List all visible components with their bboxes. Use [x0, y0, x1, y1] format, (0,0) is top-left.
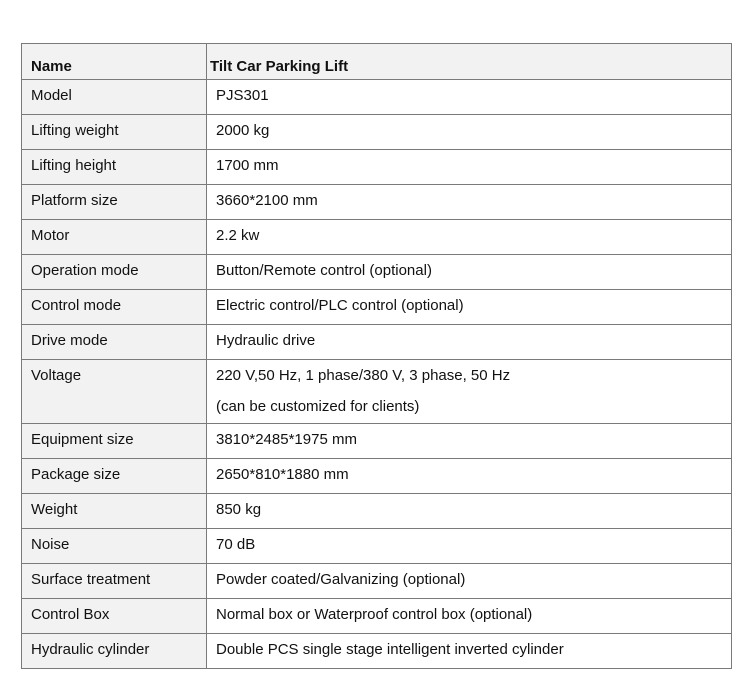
- row-label: Lifting weight: [22, 115, 207, 150]
- row-label: Drive mode: [22, 325, 207, 360]
- row-label: Control mode: [22, 290, 207, 325]
- row-value: 70 dB: [207, 529, 732, 564]
- table-row: [22, 185, 732, 220]
- row-value: 2650*810*1880 mm: [207, 459, 732, 494]
- row-value-line: 220 V,50 Hz, 1 phase/380 V, 3 phase, 50 Hz: [216, 367, 511, 384]
- row-value: Electric control/PLC control (optional): [207, 290, 732, 325]
- row-label: Noise: [22, 529, 207, 564]
- row-value: 3810*2485*1975 mm: [207, 424, 732, 459]
- row-label: Lifting height: [22, 150, 207, 185]
- table-row: [22, 255, 732, 290]
- row-value: Normal box or Waterproof control box (optional): [207, 599, 732, 634]
- row-label: Voltage: [22, 360, 207, 424]
- table-row: [22, 599, 732, 634]
- header-value-cell: Tilt Car Parking Lift: [207, 44, 732, 80]
- table-row: [22, 150, 732, 185]
- row-value: 2000 kg: [207, 115, 732, 150]
- row-value: Double PCS single stage intelligent inverted cylinder: [207, 634, 732, 669]
- row-label: Surface treatment: [22, 564, 207, 599]
- table-row: [22, 424, 732, 459]
- row-label: Platform size: [22, 185, 207, 220]
- table-row: [22, 360, 732, 424]
- row-value: Hydraulic drive: [207, 325, 732, 360]
- row-label: Control Box: [22, 599, 207, 634]
- row-label: Package size: [22, 459, 207, 494]
- row-value: 2.2 kw: [207, 220, 732, 255]
- row-value: PJS301: [207, 80, 732, 115]
- spec-table: [21, 43, 732, 669]
- row-label: Weight: [22, 494, 207, 529]
- row-label: Motor: [22, 220, 207, 255]
- table-row: [22, 290, 732, 325]
- row-label: Hydraulic cylinder: [22, 634, 207, 669]
- table-row: [22, 115, 732, 150]
- table-row: [22, 634, 732, 669]
- table-row: [22, 529, 732, 564]
- table-row: [22, 494, 732, 529]
- row-value: Button/Remote control (optional): [207, 255, 732, 290]
- row-value: 1700 mm: [207, 150, 732, 185]
- table-row: [22, 459, 732, 494]
- row-label: Equipment size: [22, 424, 207, 459]
- row-value: 850 kg: [207, 494, 732, 529]
- table-row: [22, 80, 732, 115]
- row-label: Model: [22, 80, 207, 115]
- row-value: [207, 360, 732, 424]
- header-name-cell: Name: [22, 44, 207, 80]
- table-row: [22, 325, 732, 360]
- table-row: [22, 564, 732, 599]
- row-value: 3660*2100 mm: [207, 185, 732, 220]
- table-header-row: [22, 44, 732, 80]
- row-label: Operation mode: [22, 255, 207, 290]
- row-value-line: (can be customized for clients): [216, 398, 420, 415]
- row-value: Powder coated/Galvanizing (optional): [207, 564, 732, 599]
- table-row: [22, 220, 732, 255]
